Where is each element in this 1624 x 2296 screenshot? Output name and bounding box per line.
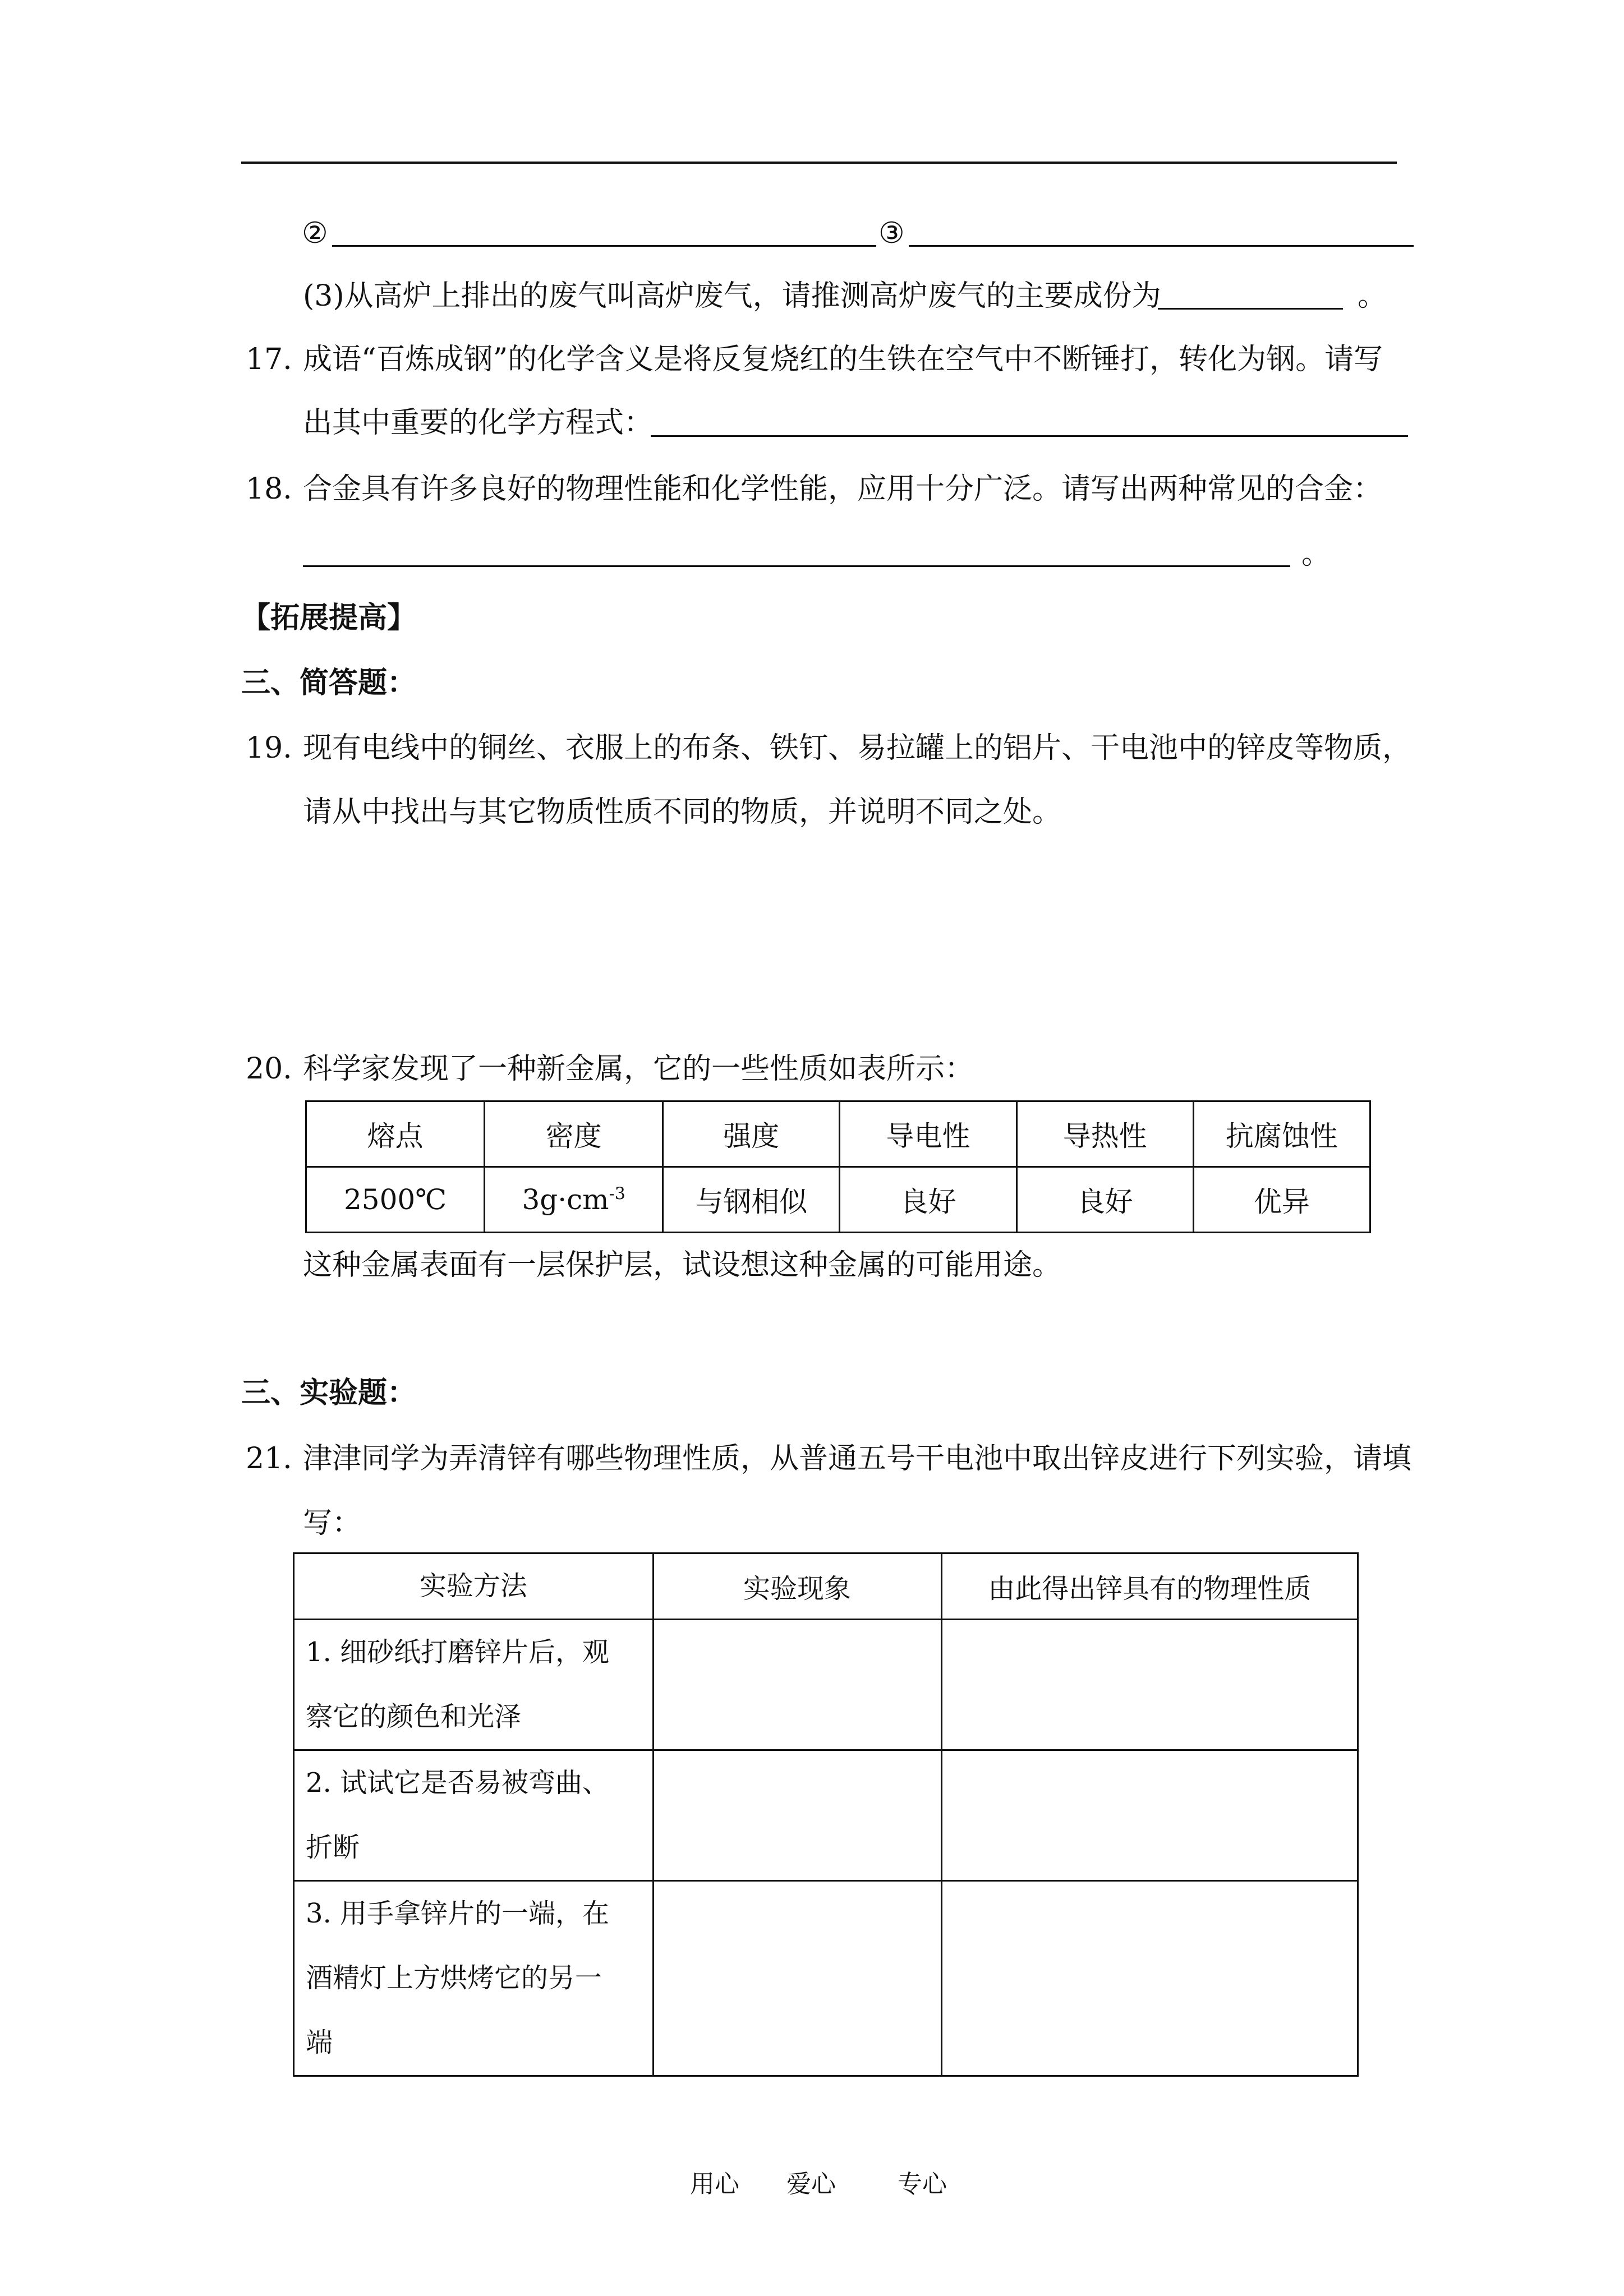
- metal-properties-table: [305, 1100, 1371, 1233]
- property-answer-cell[interactable]: [941, 1750, 1358, 1881]
- header-corrosion-resistance: 抗腐蚀性: [1193, 1101, 1370, 1167]
- answer-blank-equation[interactable]: [651, 435, 1408, 437]
- density-value-text: 3g·cm: [522, 1183, 609, 1216]
- section-short-answer-heading: 三、简答题：: [241, 666, 417, 700]
- header-rule: [241, 162, 1397, 164]
- method-line: 端: [306, 2027, 333, 2058]
- header-method: 实验方法: [294, 1553, 654, 1620]
- q19-number: 19.: [246, 731, 292, 765]
- section-experiment-heading: 三、实验题：: [241, 1376, 417, 1410]
- method-line: 酒精灯上方烘烤它的另一: [306, 1962, 602, 1994]
- density-exponent: -3: [609, 1184, 625, 1204]
- method-cell: [294, 1881, 654, 2076]
- header-electrical-conductivity: 导电性: [840, 1101, 1016, 1167]
- value-density: [485, 1167, 663, 1233]
- method-cell: [294, 1620, 654, 1750]
- header-density: 密度: [485, 1101, 663, 1167]
- value-electrical-conductivity: 良好: [840, 1167, 1016, 1233]
- q19-line2: 请从中找出与其它物质性质不同的物质，并说明不同之处。: [303, 795, 1062, 829]
- answer-blank-2[interactable]: [332, 245, 876, 247]
- circle-2: ②: [302, 216, 328, 250]
- phenomenon-answer-cell[interactable]: [653, 1750, 941, 1881]
- footer-text-1: 用心: [690, 2170, 739, 2198]
- method-line: 2. 试试它是否易被弯曲、: [306, 1767, 610, 1799]
- experiment-header-row: [294, 1553, 1358, 1620]
- q20-after-text: 这种金属表面有一层保护层，试设想这种金属的可能用途。: [303, 1248, 1062, 1282]
- method-cell: [294, 1750, 654, 1881]
- method-line: 3. 用手拿锌片的一端，在: [306, 1898, 610, 1929]
- property-answer-cell[interactable]: [941, 1620, 1358, 1750]
- q16-part3-end: 。: [1358, 279, 1387, 313]
- q17-number: 17.: [246, 343, 292, 376]
- value-corrosion-resistance: 优异: [1193, 1167, 1370, 1233]
- experiment-row: [294, 1620, 1358, 1750]
- footer-text-3: 专心: [898, 2170, 947, 2198]
- properties-header-row: [306, 1101, 1370, 1167]
- answer-blank-gas[interactable]: [1158, 308, 1343, 310]
- footer-text-2: 爱心: [786, 2170, 836, 2198]
- header-melting-point: 熔点: [306, 1101, 485, 1167]
- experiment-table: [293, 1552, 1359, 2077]
- section-extend-heading: 【拓展提高】: [241, 601, 417, 635]
- q18-number: 18.: [246, 472, 292, 506]
- header-property: 由此得出锌具有的物理性质: [941, 1553, 1358, 1620]
- method-line: 折断: [306, 1832, 360, 1863]
- q20-line1: 科学家发现了一种新金属，它的一些性质如表所示：: [303, 1052, 974, 1086]
- value-melting-point: 2500℃: [306, 1167, 485, 1233]
- answer-blank-alloys[interactable]: [303, 565, 1290, 567]
- header-strength: 强度: [663, 1101, 840, 1167]
- properties-value-row: [306, 1167, 1370, 1233]
- experiment-row: [294, 1881, 1358, 2076]
- phenomenon-answer-cell[interactable]: [653, 1620, 941, 1750]
- value-thermal-conductivity: 良好: [1016, 1167, 1193, 1233]
- q17-line2: 出其中重要的化学方程式：: [303, 406, 654, 440]
- q17-line1: 成语“百炼成钢”的化学含义是将反复烧红的生铁在空气中不断锤打，转化为钢。请写: [303, 343, 1383, 376]
- method-line: 察它的颜色和光泽: [306, 1701, 522, 1732]
- q21-line1: 津津同学为弄清锌有哪些物理性质，从普通五号干电池中取出锌皮进行下列实验，请填: [303, 1442, 1412, 1476]
- q18-end: 。: [1301, 537, 1331, 571]
- experiment-row: [294, 1750, 1358, 1881]
- header-phenomenon: 实验现象: [653, 1553, 941, 1620]
- q21-line2: 写：: [303, 1506, 362, 1540]
- q18-line1: 合金具有许多良好的物理性能和化学性能，应用十分广泛。请写出两种常见的合金：: [303, 472, 1383, 506]
- q16-part3-text: (3)从高炉上排出的废气叫高炉废气，请推测高炉废气的主要成份为: [303, 279, 1161, 313]
- method-line: 1. 细砂纸打磨锌片后，观: [306, 1636, 610, 1668]
- phenomenon-answer-cell[interactable]: [653, 1881, 941, 2076]
- q20-number: 20.: [246, 1052, 292, 1086]
- value-strength: 与钢相似: [663, 1167, 840, 1233]
- q21-number: 21.: [246, 1442, 292, 1476]
- q19-line1: 现有电线中的铜丝、衣服上的布条、铁钉、易拉罐上的铝片、干电池中的锌皮等物质，: [303, 731, 1412, 765]
- answer-blank-3[interactable]: [909, 245, 1414, 247]
- header-thermal-conductivity: 导热性: [1016, 1101, 1193, 1167]
- property-answer-cell[interactable]: [941, 1881, 1358, 2076]
- circle-3: ③: [878, 216, 905, 250]
